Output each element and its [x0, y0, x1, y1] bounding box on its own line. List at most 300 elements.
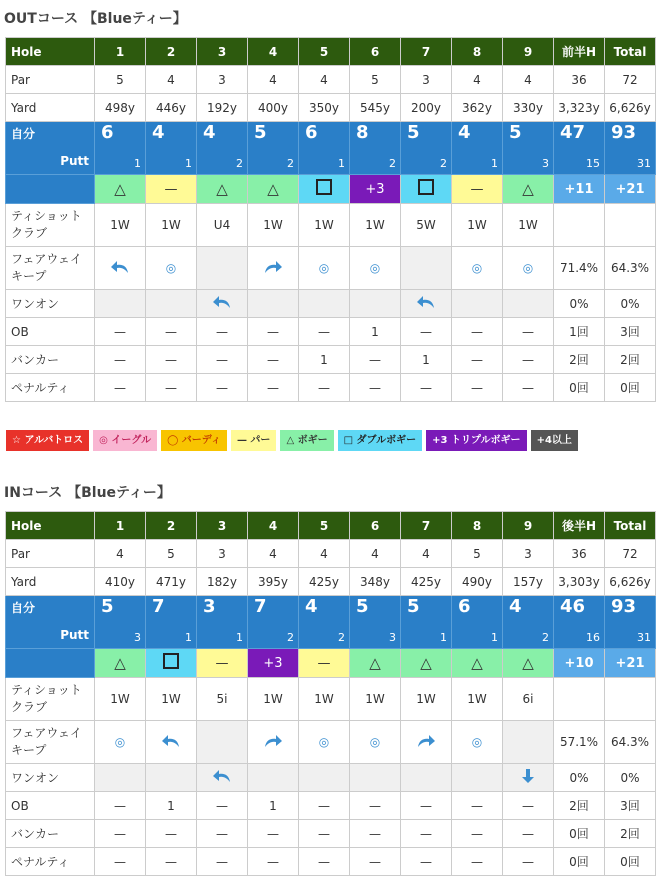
score-cell: [452, 596, 503, 649]
result-sum: +21: [605, 175, 656, 204]
par-cell: 5: [146, 540, 197, 568]
tee-club-cell: 1W: [401, 678, 452, 721]
header-cell: 9: [503, 512, 554, 540]
one-on-cell: [503, 764, 554, 792]
ob-cell: —: [401, 318, 452, 346]
result-bogey: [197, 175, 248, 204]
result-par: [299, 649, 350, 678]
bunker-cell: —: [299, 820, 350, 848]
putt-count: 2: [287, 157, 294, 170]
yard-cell: 395y: [248, 568, 299, 596]
putt-count: 2: [338, 631, 345, 644]
par-cell: 4: [401, 540, 452, 568]
my-label-cell: [6, 596, 95, 649]
yard-cell: 425y: [299, 568, 350, 596]
par-cell: 4: [146, 66, 197, 94]
bunker-cell: 2回: [554, 346, 605, 374]
header-cell: 5: [299, 38, 350, 66]
yard-cell: 362y: [452, 94, 503, 122]
tee-club-cell: [554, 678, 605, 721]
score-cell: [605, 596, 656, 649]
fairway-cell: [248, 247, 299, 290]
one-on-cell: 0%: [605, 290, 656, 318]
one-on-row: [6, 764, 656, 792]
penalty-cell: —: [197, 848, 248, 876]
putt-count: 2: [389, 157, 396, 170]
yard-cell: 490y: [452, 568, 503, 596]
par-cell: 5: [95, 66, 146, 94]
tee-club-cell: 1W: [146, 204, 197, 247]
result-bogey: [452, 649, 503, 678]
tee-club-label: [6, 204, 95, 247]
tee-club-cell: 1W: [95, 678, 146, 721]
yard-cell: 192y: [197, 94, 248, 122]
putt-count: 1: [338, 157, 345, 170]
putt-count: 3: [542, 157, 549, 170]
fairway-label: [6, 247, 95, 290]
ob-cell: 1: [248, 792, 299, 820]
header-cell: 8: [452, 512, 503, 540]
penalty-row: [6, 374, 656, 402]
bunker-cell: —: [146, 346, 197, 374]
dash-icon: —: [317, 655, 331, 671]
ob-row: [6, 318, 656, 346]
par-cell: 4: [95, 540, 146, 568]
dash-icon: —: [470, 181, 484, 197]
header-cell: 1: [95, 512, 146, 540]
tee-club-cell: 1W: [350, 204, 401, 247]
penalty-cell: —: [95, 374, 146, 402]
bunker-cell: —: [350, 346, 401, 374]
legend-item: ◎ イーグル: [93, 430, 157, 451]
in-scorecard: [5, 511, 656, 876]
triangle-icon: △: [114, 180, 126, 198]
stroke-count: 5: [407, 122, 420, 143]
one-on-cell: [452, 290, 503, 318]
putt-count: 1: [185, 157, 192, 170]
penalty-cell: —: [401, 374, 452, 402]
one-on-cell: 0%: [554, 764, 605, 792]
stroke-count: 5: [356, 596, 369, 617]
tee-club-cell: U4: [197, 204, 248, 247]
result-text: +3: [365, 181, 385, 197]
result-triple: [248, 649, 299, 678]
penalty-cell: —: [248, 374, 299, 402]
header-cell: 6: [350, 512, 401, 540]
tee-club-cell: 1W: [299, 678, 350, 721]
arrow-right-icon: [263, 734, 283, 751]
penalty-cell: —: [401, 848, 452, 876]
par-cell: 36: [554, 66, 605, 94]
fairway-label-line: フェアウェイ: [11, 252, 82, 266]
double-circle-icon: ◎: [114, 735, 126, 749]
triangle-icon: △: [471, 654, 483, 672]
one-on-cell: [401, 290, 452, 318]
putt-count: 2: [236, 157, 243, 170]
one-on-cell: [146, 290, 197, 318]
dash-icon: —: [215, 655, 229, 671]
result-bogey: [401, 649, 452, 678]
penalty-cell: —: [299, 848, 350, 876]
result-label-cell: [6, 175, 95, 204]
stroke-count: 7: [254, 596, 267, 617]
header-cell: 6: [350, 38, 401, 66]
score-cell: [350, 596, 401, 649]
ob-cell: —: [503, 318, 554, 346]
arrow-left-icon: [161, 734, 181, 751]
arrow-right-icon: [263, 260, 283, 277]
par-row: [6, 540, 656, 568]
ob-cell: —: [452, 318, 503, 346]
fairway-cell: [95, 247, 146, 290]
one-on-cell: [95, 764, 146, 792]
par-cell: 5: [350, 66, 401, 94]
par-label: Par: [6, 540, 95, 568]
penalty-row: [6, 848, 656, 876]
ob-cell: —: [350, 792, 401, 820]
result-bogey: [95, 649, 146, 678]
one-on-cell: [197, 290, 248, 318]
triangle-icon: △: [420, 654, 432, 672]
tee-club-row: [6, 204, 656, 247]
score-cell: [401, 596, 452, 649]
fairway-cell: [95, 721, 146, 764]
stroke-count: 5: [101, 596, 114, 617]
square-icon: [163, 653, 179, 669]
stroke-count: 4: [509, 596, 522, 617]
header-cell: 7: [401, 512, 452, 540]
score-cell: [350, 122, 401, 175]
ob-cell: —: [146, 318, 197, 346]
yard-cell: 330y: [503, 94, 554, 122]
fairway-row: [6, 721, 656, 764]
bunker-row: [6, 820, 656, 848]
score-cell: [503, 596, 554, 649]
result-text: +3: [263, 655, 283, 671]
yard-cell: 425y: [401, 568, 452, 596]
tee-club-cell: [605, 678, 656, 721]
header-cell: 8: [452, 38, 503, 66]
score-cell: [401, 122, 452, 175]
ob-cell: 3回: [605, 792, 656, 820]
stroke-count: 93: [611, 122, 637, 143]
tee-club-cell: [554, 204, 605, 247]
score-cell: [299, 122, 350, 175]
result-double: [146, 649, 197, 678]
fairway-label-line: キープ: [11, 269, 47, 283]
penalty-cell: —: [503, 848, 554, 876]
one-on-cell: [503, 290, 554, 318]
score-cell: [248, 122, 299, 175]
yard-label: Yard: [6, 568, 95, 596]
ob-row: [6, 792, 656, 820]
yard-cell: 498y: [95, 94, 146, 122]
tee-club-label: [6, 678, 95, 721]
putt-count: 2: [440, 157, 447, 170]
header-cell: Total: [605, 512, 656, 540]
double-circle-icon: ◎: [318, 261, 330, 275]
tee-club-cell: 6i: [503, 678, 554, 721]
par-cell: 4: [299, 66, 350, 94]
fairway-cell: [197, 721, 248, 764]
penalty-label: ペナルティ: [6, 374, 95, 402]
fairway-cell: [146, 721, 197, 764]
result-double: [299, 175, 350, 204]
one-on-cell: [248, 290, 299, 318]
putt-count: 1: [491, 631, 498, 644]
one-on-row: [6, 290, 656, 318]
stroke-count: 6: [458, 596, 471, 617]
square-icon: [418, 179, 434, 195]
bunker-cell: —: [452, 820, 503, 848]
yard-label: Yard: [6, 94, 95, 122]
stroke-count: 4: [152, 122, 165, 143]
putt-count: 1: [440, 631, 447, 644]
legend-item: ☆ アルバトロス: [6, 430, 89, 451]
stroke-count: 5: [254, 122, 267, 143]
one-on-cell: [95, 290, 146, 318]
par-cell: 3: [503, 540, 554, 568]
penalty-cell: 0回: [605, 848, 656, 876]
penalty-cell: —: [95, 848, 146, 876]
fairway-label-line: キープ: [11, 743, 47, 757]
triangle-icon: △: [369, 654, 381, 672]
result-double: [401, 175, 452, 204]
double-circle-icon: ◎: [318, 735, 330, 749]
penalty-cell: —: [350, 374, 401, 402]
one-on-cell: [401, 764, 452, 792]
score-cell: [452, 122, 503, 175]
stroke-count: 5: [407, 596, 420, 617]
fairway-cell: [350, 721, 401, 764]
yard-cell: 200y: [401, 94, 452, 122]
putt-count: 15: [586, 157, 600, 170]
bunker-cell: 1: [401, 346, 452, 374]
result-bogey: [503, 649, 554, 678]
one-on-label: ワンオン: [6, 764, 95, 792]
legend-item: +3 トリプルボギー: [426, 430, 526, 451]
ob-cell: 1: [146, 792, 197, 820]
fairway-cell: [248, 721, 299, 764]
my-score-row: [6, 122, 656, 175]
bunker-row: [6, 346, 656, 374]
result-sum: +11: [554, 175, 605, 204]
my-label: 自分: [11, 601, 36, 615]
ob-label: OB: [6, 792, 95, 820]
double-circle-icon: ◎: [522, 261, 534, 275]
result-sum: +10: [554, 649, 605, 678]
putt-count: 1: [134, 157, 141, 170]
score-cell: [146, 122, 197, 175]
one-on-label: ワンオン: [6, 290, 95, 318]
bunker-cell: —: [401, 820, 452, 848]
out-scorecard: [5, 37, 656, 402]
fairway-cell: [452, 247, 503, 290]
triangle-icon: △: [522, 180, 534, 198]
ob-label: OB: [6, 318, 95, 346]
bunker-cell: —: [452, 346, 503, 374]
legend-item: △ ボギー: [280, 430, 333, 451]
tee-club-cell: 1W: [503, 204, 554, 247]
result-par: [146, 175, 197, 204]
putt-count: 3: [389, 631, 396, 644]
tee-club-cell: 1W: [248, 678, 299, 721]
yard-cell: 400y: [248, 94, 299, 122]
bunker-cell: —: [248, 346, 299, 374]
double-circle-icon: ◎: [471, 261, 483, 275]
tee-club-cell: 1W: [452, 678, 503, 721]
one-on-cell: [452, 764, 503, 792]
one-on-cell: [146, 764, 197, 792]
result-bogey: [95, 175, 146, 204]
score-cell: [503, 122, 554, 175]
one-on-cell: [350, 764, 401, 792]
score-cell: [554, 596, 605, 649]
tee-club-cell: [605, 204, 656, 247]
penalty-cell: 0回: [554, 848, 605, 876]
header-cell: 後半H: [554, 512, 605, 540]
par-label: Par: [6, 66, 95, 94]
legend-item: □ ダブルボギー: [338, 430, 423, 451]
header-label: Hole: [6, 38, 95, 66]
par-cell: 4: [299, 540, 350, 568]
bunker-cell: —: [248, 820, 299, 848]
putt-count: 31: [637, 631, 651, 644]
result-label-cell: [6, 649, 95, 678]
ob-cell: —: [197, 318, 248, 346]
header-cell: 4: [248, 38, 299, 66]
penalty-cell: —: [248, 848, 299, 876]
bunker-cell: —: [350, 820, 401, 848]
stroke-count: 3: [203, 596, 216, 617]
result-par: [452, 175, 503, 204]
yard-cell: 410y: [95, 568, 146, 596]
result-row: [6, 175, 656, 204]
arrow-left-icon: [416, 295, 436, 312]
double-circle-icon: ◎: [369, 735, 381, 749]
one-on-cell: [299, 764, 350, 792]
arrow-left-icon: [212, 295, 232, 312]
tee-club-cell: 1W: [350, 678, 401, 721]
tee-club-cell: 5i: [197, 678, 248, 721]
stroke-count: 8: [356, 122, 369, 143]
fairway-cell: 64.3%: [605, 721, 656, 764]
ob-cell: —: [95, 318, 146, 346]
yard-cell: 6,626y: [605, 94, 656, 122]
score-cell: [605, 122, 656, 175]
par-cell: 4: [350, 540, 401, 568]
in-course-title: INコース 【Blueティー】: [4, 485, 171, 501]
score-cell: [248, 596, 299, 649]
par-cell: 3: [197, 540, 248, 568]
bunker-cell: 2回: [605, 820, 656, 848]
yard-cell: 3,323y: [554, 94, 605, 122]
fairway-cell: [146, 247, 197, 290]
fairway-cell: 64.3%: [605, 247, 656, 290]
penalty-cell: 0回: [605, 374, 656, 402]
out-course-title: OUTコース 【Blueティー】: [4, 11, 187, 27]
stroke-count: 46: [560, 596, 586, 617]
header-cell: 2: [146, 512, 197, 540]
one-on-cell: [299, 290, 350, 318]
tee-club-cell: 1W: [299, 204, 350, 247]
my-score-row: [6, 596, 656, 649]
header-cell: Total: [605, 38, 656, 66]
fairway-cell: [401, 721, 452, 764]
triangle-icon: △: [114, 654, 126, 672]
ob-cell: —: [299, 792, 350, 820]
par-cell: 5: [452, 540, 503, 568]
one-on-cell: [197, 764, 248, 792]
par-cell: 4: [248, 540, 299, 568]
yard-cell: 545y: [350, 94, 401, 122]
bunker-cell: —: [503, 346, 554, 374]
bunker-cell: —: [146, 820, 197, 848]
ob-cell: 3回: [605, 318, 656, 346]
triangle-icon: △: [216, 180, 228, 198]
one-on-cell: [350, 290, 401, 318]
score-cell: [146, 596, 197, 649]
my-label-cell: [6, 122, 95, 175]
par-cell: 72: [605, 540, 656, 568]
tee-club-row: [6, 678, 656, 721]
one-on-cell: [248, 764, 299, 792]
par-cell: 72: [605, 66, 656, 94]
result-par: [197, 649, 248, 678]
legend-item: +4以上: [531, 430, 578, 451]
fairway-label-line: フェアウェイ: [11, 726, 82, 740]
putt-count: 31: [637, 157, 651, 170]
legend-item: — パー: [231, 430, 276, 451]
triangle-icon: △: [522, 654, 534, 672]
arrow-left-icon: [212, 769, 232, 786]
stroke-count: 5: [509, 122, 522, 143]
header-cell: 1: [95, 38, 146, 66]
tee-club-cell: 1W: [248, 204, 299, 247]
fairway-cell: [350, 247, 401, 290]
stroke-count: 6: [305, 122, 318, 143]
header-cell: 3: [197, 512, 248, 540]
penalty-cell: —: [146, 848, 197, 876]
my-label: 自分: [11, 127, 36, 141]
tee-label-line: ティショット: [11, 683, 82, 697]
bunker-label: バンカー: [6, 820, 95, 848]
stroke-count: 47: [560, 122, 586, 143]
yard-cell: 3,303y: [554, 568, 605, 596]
penalty-cell: —: [146, 374, 197, 402]
bunker-cell: 0回: [554, 820, 605, 848]
tee-label-line: クラブ: [11, 700, 48, 714]
putt-count: 1: [491, 157, 498, 170]
score-cell: [95, 122, 146, 175]
ob-cell: —: [452, 792, 503, 820]
header-cell: 9: [503, 38, 554, 66]
par-cell: 4: [452, 66, 503, 94]
score-cell: [95, 596, 146, 649]
double-circle-icon: ◎: [165, 261, 177, 275]
header-cell: 前半H: [554, 38, 605, 66]
result-bogey: [503, 175, 554, 204]
one-on-cell: 0%: [554, 290, 605, 318]
score-cell: [554, 122, 605, 175]
bunker-cell: 2回: [605, 346, 656, 374]
double-circle-icon: ◎: [369, 261, 381, 275]
penalty-label: ペナルティ: [6, 848, 95, 876]
yard-cell: 157y: [503, 568, 554, 596]
yard-cell: 446y: [146, 94, 197, 122]
putt-count: 3: [134, 631, 141, 644]
fairway-row: [6, 247, 656, 290]
